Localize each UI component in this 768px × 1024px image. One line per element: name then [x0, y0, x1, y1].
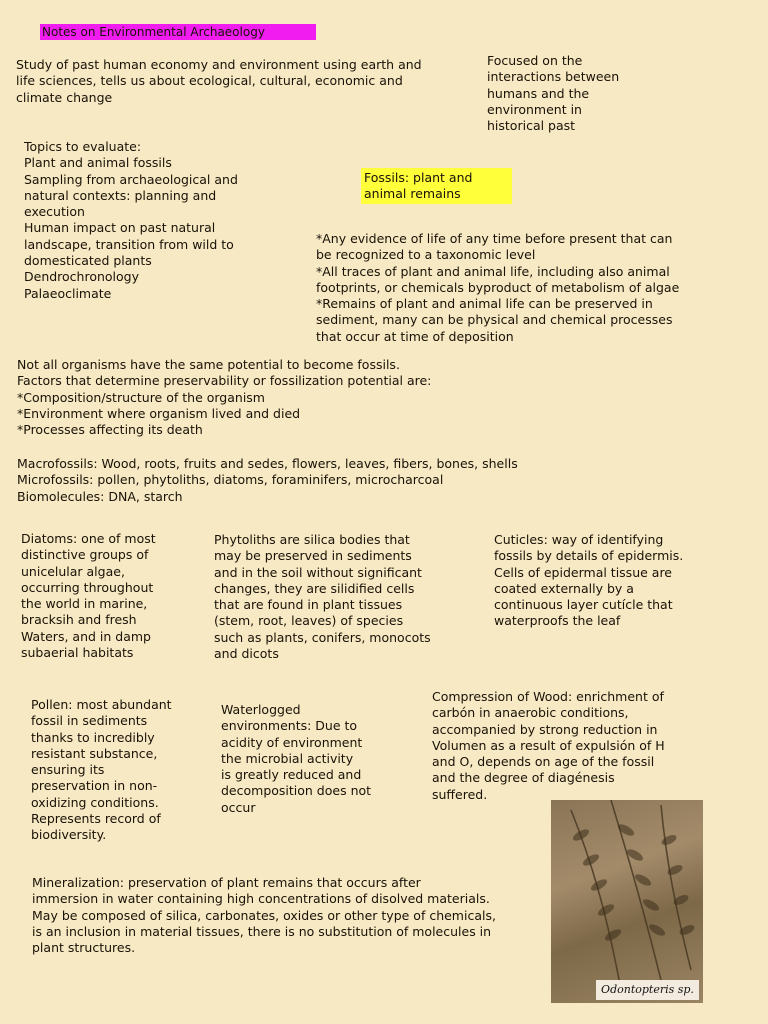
phytoliths-note: Phytoliths are silica bodies that may be preserved in sediments and in the soil without significant changes, they are silidified cells that are found in plant tissues (stem, root, leaves) of species such as plants, conifers, monocots and dicots	[214, 532, 431, 662]
compression-note: Compression of Wood: enrichment of carbón in anaerobic conditions, accompanied by strong reduction in Volumen as a result of expulsión of H and O, depends on age of the fossil and the degree of diagénesis suffered.	[432, 689, 665, 802]
waterlogged-note: Waterlogged environments: Due to acidity of environment the microbial activity is greatly reduced and decomposition does not occur	[221, 702, 372, 815]
photo-caption: Odontopteris sp.	[596, 980, 699, 1000]
pollen-note: Pollen: most abundant fossil in sediments thanks to incredibly resistant substance, ensuring its preservation in non- oxidizing conditions. Represents record of biodiversity.	[31, 697, 172, 843]
focus-note: Focused on the interactions between humans and the environment in historical past	[487, 53, 620, 134]
preservability-text: Not all organisms have the same potential to become fossils. Factors that determine preservability or fossilization potential are: *Composition/structure of the organism *Environment where organism lived and died *Processes affecting its death	[17, 357, 432, 438]
fossil-photo	[551, 800, 703, 1003]
fossils-points: *Any evidence of life of any time before present that can be recognized to a taxonomic level *All traces of plant and animal life, including also animal footprints, or chemicals byproduct of metabolism of algae *Remains of plant and animal life can be preserved in sediment, many can be physical and chemical processes that occur at time of deposition	[316, 231, 680, 344]
fossils-heading: Fossils: plant and animal remains	[364, 170, 473, 202]
mineralization-note: Mineralization: preservation of plant remains that occurs after immersion in water containing high concentrations of disolved materials. May be composed of silica, carbonates, oxides or other type of chemicals, is an inclusion in material tissues, there is no substitution of molecules in plant structures.	[32, 875, 496, 956]
fern-fossil-image	[551, 800, 703, 1003]
topics-list: Topics to evaluate: Plant and animal fossils Sampling from archaeological and natural contexts: planning and execution Human impact on past natural landscape, transition from wild to domesticated plants Dendrochronology Palaeoclimate	[24, 139, 238, 301]
diatoms-note: Diatoms: one of most distinctive groups of unicelular algae, occurring throughout the world in marine, bracksih and fresh Waters, and in damp subaerial habitats	[21, 531, 156, 661]
page-title: Notes on Environmental Archaeology	[42, 25, 265, 39]
cuticles-note: Cuticles: way of identifying fossils by details of epidermis. Cells of epidermal tissue are coated externally by a continuous layer cutícle that waterproofs the leaf	[494, 532, 684, 629]
intro-text: Study of past human economy and environment using earth and life sciences, tells us about ecological, cultural, economic and climate change	[16, 57, 422, 105]
fossil-types: Macrofossils: Wood, roots, fruits and sedes, flowers, leaves, fibers, bones, shells Microfossils: pollen, phytoliths, diatoms, foraminifers, microcharcoal Biomolecules: DNA, starch	[17, 456, 518, 504]
